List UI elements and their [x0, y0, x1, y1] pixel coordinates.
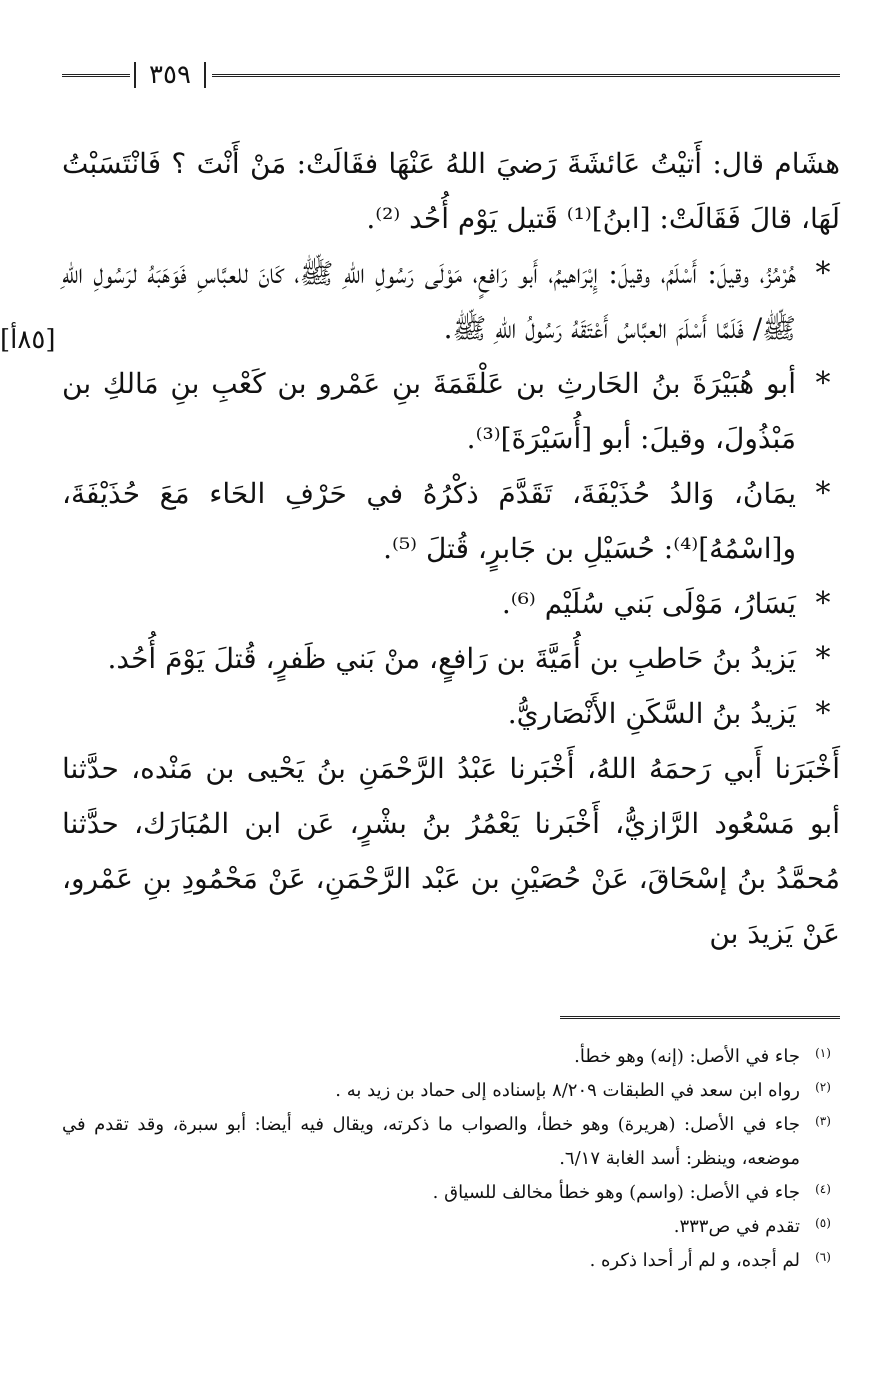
footnote-number: (٢): [815, 1080, 831, 1094]
footnote-number: (٥): [815, 1216, 831, 1230]
entry-text: يَسَارُ، مَوْلَى بَني سُلَيْم ⁽⁶⁾.: [501, 587, 796, 620]
footnote-number: (٤): [815, 1182, 831, 1196]
footnote: [62, 1244, 840, 1278]
header-rule-right: [212, 74, 840, 77]
footnotes: [62, 1040, 840, 1278]
entry-text: يَزيدُ بنُ حَاطبِ بن أُمَيَّةَ بن رَافعٍ، منْ بَني ظَفرٍ، قُتلَ يَوْمَ أُحُد.: [107, 642, 796, 675]
entry-yasar: [62, 576, 840, 631]
footnote-text: رواه ابن سعد في الطبقات ٨/٢٠٩ بإسناده إلى حماد بن زيد به .: [335, 1080, 800, 1101]
entry-hurmuz: [62, 246, 840, 356]
entry-abu-hubayra: [62, 356, 840, 466]
header-rule-left: [62, 74, 130, 77]
entry-text: هُرْمُزُ، وقيلَ: أَسْلَمُ، وقيلَ: إِبْرَاهيمُ، أَبو رَافعٍ، مَوْلَى رَسُولِ اللهِ ﷺ، كَانَ للعبَّاسِ فَوَهَبَهُ لرَسُولِ اللهِ ﷺ/ فَلَمَّا أَسْلَمَ العبَّاسُ أَعْتَقَهُ رَسُولُ اللهِ ﷺ.: [62, 257, 796, 345]
asterisk-icon: *: [815, 641, 831, 676]
footnote: [62, 1074, 840, 1108]
main-text: [62, 136, 840, 961]
footnote-number: (١): [815, 1046, 831, 1060]
header-divider-left: [134, 62, 136, 88]
entry-yazid-sakan: [62, 686, 840, 741]
page-header: [62, 58, 840, 94]
asterisk-icon: *: [815, 256, 831, 291]
footnote-text: تقدم في ص٣٣٣.: [673, 1216, 800, 1237]
footnote-text: جاء في الأصل: (هريرة) وهو خطأ، والصواب ما ذكرته، ويقال فيه أيضا: أبو سبرة، وقد تقدم في موضعه، وينظر: أسد الغابة ٦/١٧.: [62, 1114, 800, 1169]
footnote-text: لم أجده، و لم أر أحدا ذكره .: [589, 1250, 800, 1271]
narration-paragraph: أَخْبَرَنا أَبي رَحمَهُ اللهُ، أَخْبَرنا عَبْدُ الرَّحْمَنِ بنُ يَحْيى بن مَنْده، حدَّثنا أبو مَسْعُود الرَّازيُّ، أَخْبَرنا يَعْمُرُ بنُ بشْرٍ، عَن ابن المُبَارَك، حدَّثنا مُحمَّدُ بنُ إسْحَاقَ، عَنْ حُصَيْنِ بن عَبْد الرَّحْمَنِ، عَنْ مَحْمُودِ بنِ عَمْرو، عَنْ يَزيدَ بن: [62, 752, 840, 950]
intro-paragraph: هشَام قال: أَتيْتُ عَائشَةَ رَضيَ اللهُ عَنْهَا فقَالَتْ: مَنْ أَنْتَ ؟ فَانْتَسَبْتُ لَهَا، قالَ فَقَالَتْ: [ابنُ]⁽¹⁾ قَتيل يَوْم أُحُد ⁽²⁾.: [62, 147, 840, 235]
entry-yazid-hatib: [62, 631, 840, 686]
entry-yaman: [62, 466, 840, 576]
footnote-text: جاء في الأصل: (إنه) وهو خطأ.: [574, 1046, 800, 1067]
footnote: [62, 1176, 840, 1210]
footnote-separator: [560, 1016, 840, 1019]
page-number: ٣٥٩: [149, 60, 191, 90]
asterisk-icon: *: [815, 696, 831, 731]
footnote-number: (٣): [815, 1114, 831, 1128]
footnote: [62, 1040, 840, 1074]
asterisk-icon: *: [815, 366, 831, 401]
asterisk-icon: *: [815, 586, 831, 621]
footnote-number: (٦): [815, 1250, 831, 1264]
entry-text: يَزيدُ بنُ السَّكَنِ الأَنْصَاريُّ.: [507, 697, 796, 730]
entry-text: أبو هُبَيْرَةَ بنُ الحَارثِ بن عَلْقَمَةَ بنِ عَمْرو بن كَعْبِ بنِ مَالكِ بن مَبْذُولَ، وقيلَ: أبو [أُسَيْرَةَ]⁽³⁾.: [62, 367, 796, 455]
footnote: [62, 1108, 840, 1176]
manuscript-folio-marker: [٨٥أ]: [0, 325, 56, 355]
header-divider-right: [204, 62, 206, 88]
asterisk-icon: *: [815, 476, 831, 511]
entry-text: يمَانُ، وَالدُ حُذَيْفَةَ، تَقَدَّمَ ذكْرُهُ في حَرْفِ الحَاء مَعَ حُذَيْفَةَ، و[اسْمُهُ]⁽⁴⁾: حُسَيْلِ بن جَابرٍ، قُتلَ ⁽⁵⁾.: [62, 477, 796, 565]
footnote: [62, 1210, 840, 1244]
footnote-text: جاء في الأصل: (واسم) وهو خطأ مخالف للسياق .: [432, 1182, 800, 1203]
